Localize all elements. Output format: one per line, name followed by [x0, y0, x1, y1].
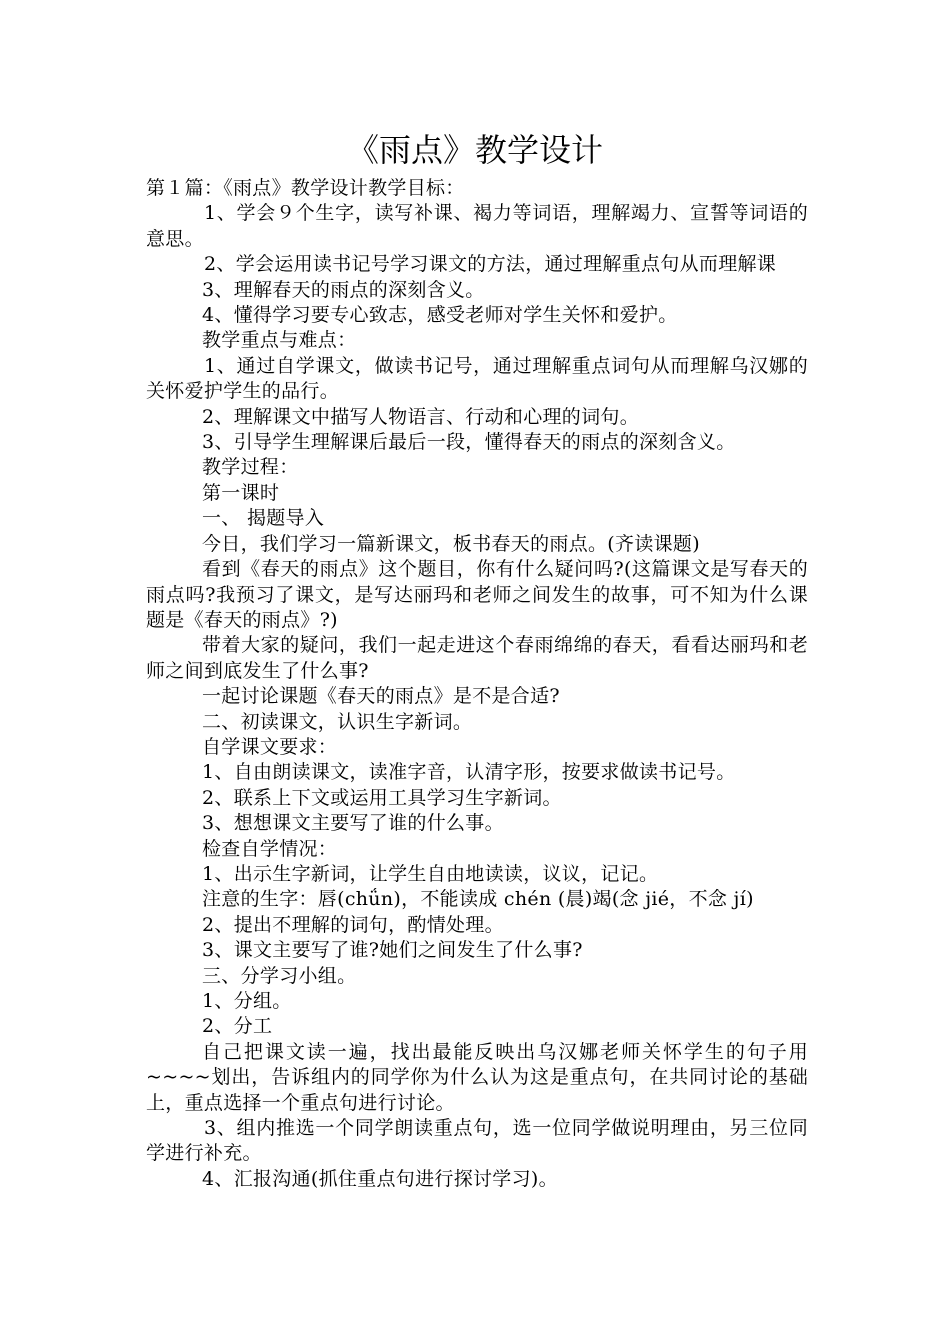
section-heading: 教学重点与难点： — [202, 329, 357, 352]
paragraph: 2、分工 — [202, 1015, 273, 1038]
paragraph: 1、出示生字新词，让学生自由地读读，议议，记记。 — [202, 862, 659, 885]
paragraph: 3、课文主要写了谁?她们之间发生了什么事? — [202, 939, 583, 962]
paragraph: 1、通过自学课文，做读书记号，通过理解重点词句从而理解乌汉娜的关怀爱护学生的品行。 — [146, 354, 808, 403]
section-heading: 第一课时 — [202, 481, 280, 504]
section-heading: 三、分学习小组。 — [202, 964, 357, 987]
paragraph: 2、理解课文中描写人物语言、行动和心理的词句。 — [202, 405, 639, 428]
paragraph: 一起讨论课题《春天的雨点》是不是合适? — [202, 685, 560, 708]
paragraph: 1、自由朗读课文，读准字音，认清字形，按要求做读书记号。 — [202, 761, 736, 784]
paragraph: 3、理解春天的雨点的深刻含义。 — [202, 278, 485, 301]
paragraph: 3、引导学生理解课后最后一段，懂得春天的雨点的深刻含义。 — [202, 431, 736, 454]
paragraph: 3、组内推选一个同学朗读重点句，选一位同学做说明理由，另三位同学进行补充。 — [146, 1117, 808, 1165]
section-heading: 一、 揭题导入 — [202, 507, 325, 530]
section-heading: 二、初读课文，认识生字新词。 — [202, 710, 473, 733]
section-heading: 自学课文要求： — [202, 735, 338, 758]
section-heading: 检查自学情况： — [202, 837, 338, 860]
paragraph: 今日，我们学习一篇新课文，板书春天的雨点。(齐读课题) — [202, 532, 700, 555]
paragraph-heading: 第１篇：《雨点》教学设计教学目标： — [146, 177, 465, 199]
paragraph: 3、想想课文主要写了谁的什么事。 — [202, 812, 504, 835]
section-heading: 教学过程： — [202, 456, 299, 479]
paragraph: 2、学会运用读书记号学习课文的方法，通过理解重点句从而理解课 — [204, 253, 777, 276]
paragraph: 2、提出不理解的词句，酌情处理。 — [202, 913, 504, 936]
paragraph: 自己把课文读一遍，找出最能反映出乌汉娜老师关怀学生的句子用~~~~划出，告诉组内的同学你为什么认为这是重点句，在共同讨论的基础 上，重点选择一个重点句进行讨论。 — [146, 1040, 808, 1114]
paragraph: 4、汇报沟通(抓住重点句进行探讨学习)。 — [202, 1167, 558, 1190]
paragraph: 带着大家的疑问，我们一起走进这个春雨绵绵的春天，看看达丽玛和老师之间到底发生了什么事? — [146, 634, 808, 682]
paragraph: 看到《春天的雨点》这个题目，你有什么疑问吗?(这篇课文是写春天的雨点吗?我预习了课文，是写达丽玛和老师之间发生的故事，可不知为什么课题是《春天的雨点》?) — [146, 558, 808, 631]
paragraph: 1、分组。 — [202, 990, 292, 1012]
paragraph: 1、学会９个生字，读写补课、褐力等词语，理解竭力、宣誓等词语的意思。 — [146, 202, 808, 250]
paragraph: 2、联系上下文或运用工具学习生字新词。 — [202, 786, 562, 809]
paragraph: 注意的生字：唇(chǘn)，不能读成 chén (晨)竭(念 jié，不念 jí) — [202, 888, 754, 911]
document-title: 《雨点》教学设计 — [346, 131, 603, 169]
paragraph: 4、懂得学习要专心致志，感受老师对学生关怀和爱护。 — [202, 304, 678, 327]
document-body — [146, 176, 808, 1192]
